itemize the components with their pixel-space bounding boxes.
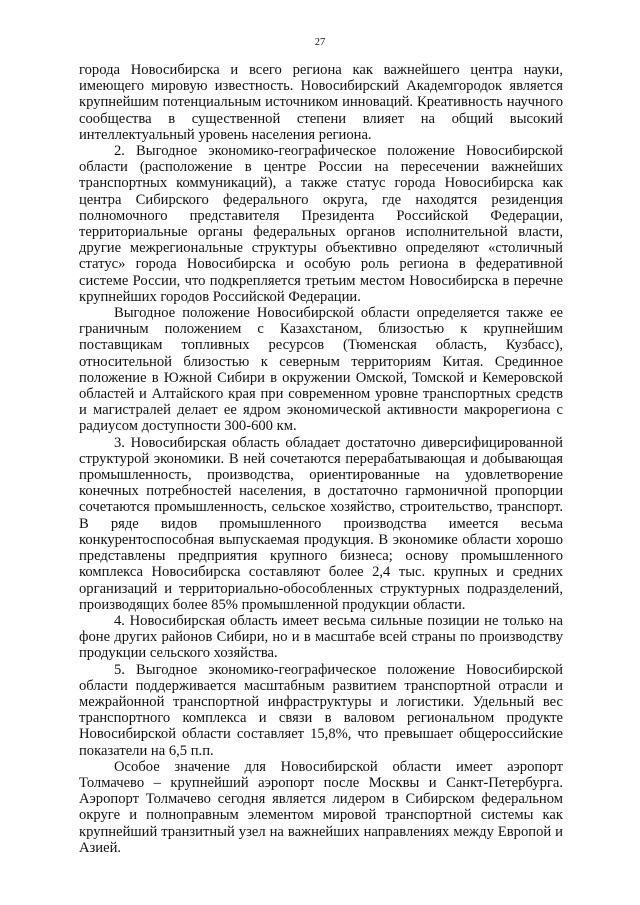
- paragraph-point-3: 3. Новосибирская область обладает достаточно диверсифицированной структурой экономики. В ней сочетаются перерабатывающая и добывающая промышленность, производства, ориентированные на удовлетворение конечных потребностей населения, в достаточно гармоничной пропорции сочетаются промышленность, сельское хозяйство, строительство, транспорт. В ряде видов промышленного производства имеется весьма конкурентоспособная выпускаемая продукция. В экономике области хорошо представлены предприятия крупного бизнеса; основу промышленного комплекса Новосибирска составляют более 2,4 тыс. крупных и средних организаций и территориально-обособленных структурных подразделений, производящих более 85% промышленной продукции области.: [79, 434, 563, 613]
- paragraph-point-2: 2. Выгодное экономико-географическое положение Новосибирской области (расположение в центре России на пересечении важнейших транспортных коммуникаций), а также статус города Новосибирска как центра Сибирского федерального округа, где находятся резиденция полномочного представителя Президента Российской Федерации, территориальные органы федеральных органов исполнительной власти, другие межрегиональные структуры объективно определяют «столичный статус» города Новосибирска и особую роль региона в федеративной системе России, что подкрепляется третьим местом Новосибирска в перечне крупнейших городов Российской Федерации.: [79, 143, 563, 305]
- document-body: [79, 62, 563, 856]
- paragraph-location-advantage: Выгодное положение Новосибирской области определяется также ее граничным положением с Казахстаном, близостью к крупнейшим поставщикам топливных ресурсов (Тюменская область, Кузбасс), относительной близостью к северным территориям Китая. Срединное положение в Южной Сибири в окружении Омской, Томской и Кемеровской областей и Алтайского края при современном уровне транспортных средств и магистралей делает ее ядром экономической активности макрорегиона с радиусом доступности 300-600 км.: [79, 305, 563, 435]
- paragraph-airport: Особое значение для Новосибирской области имеет аэропорт Толмачево – крупнейший аэропорт после Москвы и Санкт-Петербурга. Аэропорт Толмачево сегодня является лидером в Сибирском федеральном округе и полноправным элементом мировой транспортной системы как крупнейший транзитный узел на важнейших направлениях между Европой и Азией.: [79, 758, 563, 856]
- paragraph-intro-continuation: города Новосибирска и всего региона как важнейшего центра науки, имеющего мировую известность. Новосибирский Академгородок является крупнейшим потенциальным источником инноваций. Креативность научного сообщества в существенной степени влияет на общий высокий интеллектуальный уровень населения региона.: [79, 62, 563, 143]
- page-number: 27: [314, 37, 326, 48]
- paragraph-point-4: 4. Новосибирская область имеет весьма сильные позиции не только на фоне других районов Сибири, но и в масштабе всей страны по производству продукции сельского хозяйства.: [79, 612, 563, 662]
- paragraph-point-5: 5. Выгодное экономико-географическое положение Новосибирской области поддерживается масштабным развитием транспортной отрасли и межрайонной транспортной инфраструктуры и логистики. Удельный вес транспортного комплекса и связи в валовом региональном продукте Новосибирской области составляет 15,8%, что превышает общероссийские показатели на 6,5 п.п.: [79, 661, 563, 759]
